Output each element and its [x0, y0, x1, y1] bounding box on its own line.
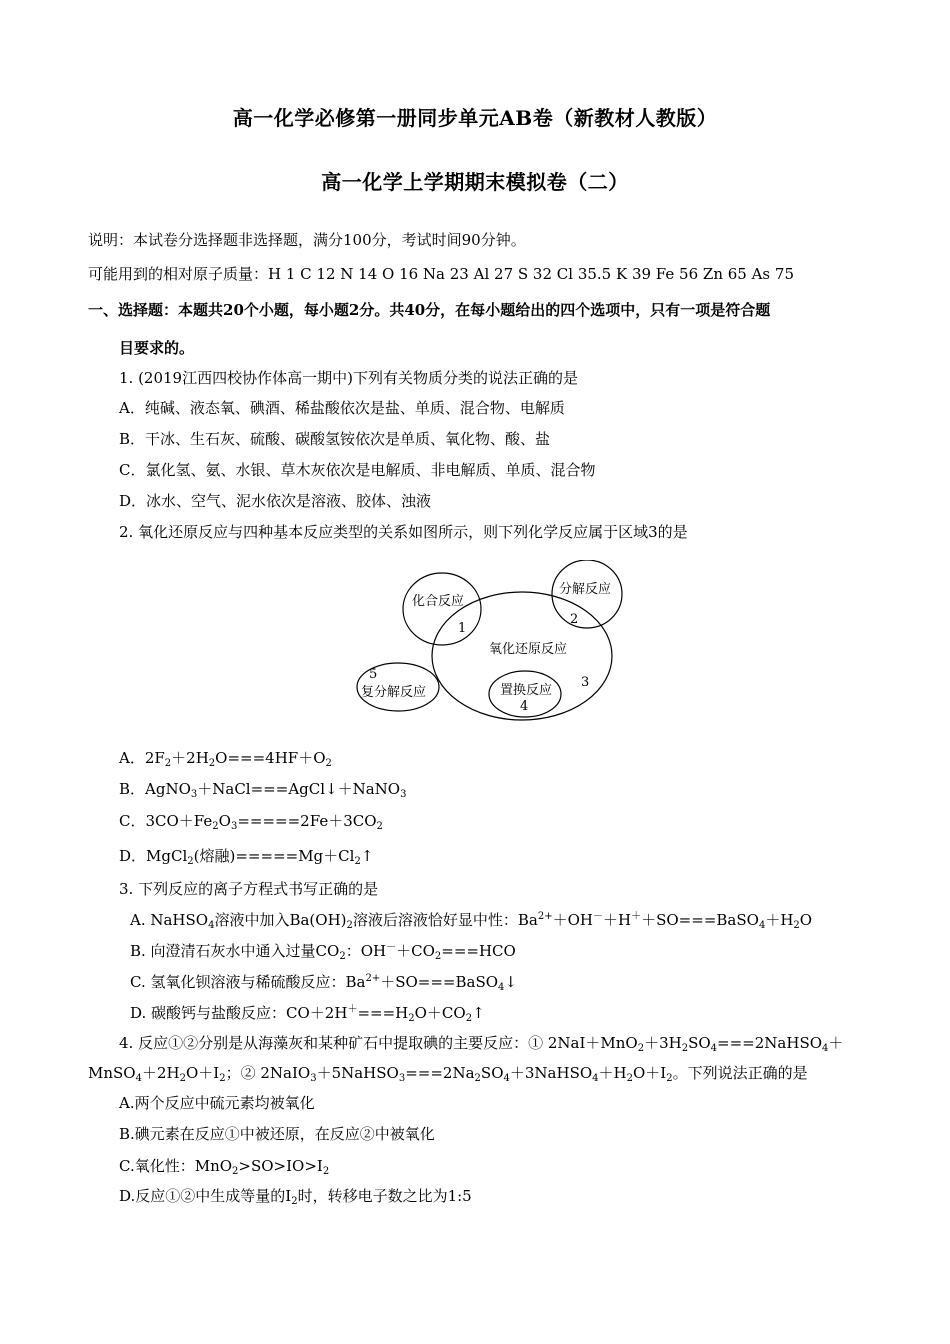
combination-label: 化合反应: [412, 594, 465, 609]
page-title: 高一化学必修第一册同步单元AB卷（新教材人教版）: [232, 106, 718, 130]
q1-stem: 1. (2019江西四校协作体高一期中)下列有关物质分类的说法正确的是: [119, 369, 578, 387]
q4-stem-line1: 4. 反应①②分别是从海藻灰和某种矿石中提取碘的主要反应：① $2NaI+MnO_2+3H_2SO_4===2NaHSO_4+$: [119, 1034, 844, 1054]
decomposition-label: 分解反应: [559, 582, 612, 597]
section-heading-line1: 一、选择题：本题共20个小题，每小题2分。共40分，在每小题给出的四个选项中，只有一项是符合题: [88, 301, 771, 319]
displacement-label: 置换反应: [500, 683, 553, 698]
q1-option-a: A．纯碱、液态氧、碘酒、稀盐酸依次是盐、单质、混合物、电解质: [119, 399, 565, 417]
q1-option-c: C．氯化氢、氨、水银、草木灰依次是电解质、非电解质、单质、混合物: [119, 461, 596, 479]
q1-option-d: D．冰水、空气、泥水依次是溶液、胶体、浊液: [119, 492, 432, 510]
reaction-types-diagram: [355, 560, 625, 722]
double-displacement-label: 复分解反应: [361, 685, 427, 700]
q3-option-d: D. 碳酸钙与盐酸反应：$CO+2H^+===H_2O+CO_2↑$: [130, 1004, 485, 1024]
q4-option-b: B.碘元素在反应①中被还原，在反应②中被氧化: [119, 1125, 435, 1143]
page-subtitle: 高一化学上学期期末模拟卷（二）: [321, 170, 629, 194]
q2-option-a: A．$2F_2+2H_2O===4HF+O_2$: [119, 749, 332, 769]
q3-stem: 3. 下列反应的离子方程式书写正确的是: [119, 880, 379, 898]
q4-option-d: D.反应①②中生成等量的$I_2$时，转移电子数之比为1:5: [119, 1187, 472, 1207]
region-1: 1: [458, 621, 467, 636]
q4-option-c: C.氧化性：$MnO_2>SO>IO>I_2$: [119, 1157, 330, 1177]
combination-circle: [403, 573, 481, 645]
q2-option-b: B．AgNO$_3$＋NaCl===AgCl↓＋NaNO$_3$: [119, 780, 407, 800]
region-2: 2: [570, 612, 579, 627]
section-heading-line2: 目要求的。: [119, 339, 195, 357]
q2-stem: 2. 氧化还原反应与四种基本反应类型的关系如图所示，则下列化学反应属于区域3的是: [119, 523, 688, 541]
q3-option-b: B. 向澄清石灰水中通入过量$CO_2$：$OH^-+CO_2===HCO$: [130, 942, 516, 962]
atomic-masses: 可能用到的相对原子质量：H 1 C 12 N 14 O 16 Na 23 Al 27 S 32 Cl 35.5 K 39 Fe 56 Zn 65 As 75: [88, 265, 794, 283]
q3-option-c: C. 氢氧化钡溶液与稀硫酸反应：$Ba^{2+}+SO===BaSO_4↓$: [130, 973, 517, 993]
q4-stem-line2: $MnSO_4+2H_2O+I_2$；② $2NaIO_3+5NaHSO_3===2Na_2SO_4+3NaHSO_4+H_2O+I_2$。下列说法正确的是: [88, 1064, 808, 1084]
q1-option-b: B．干冰、生石灰、硫酸、碳酸氢铵依次是单质、氧化物、酸、盐: [119, 430, 551, 448]
exam-note: 说明：本试卷分选择题非选择题，满分100分，考试时间90分钟。: [88, 231, 526, 249]
q4-option-a: A.两个反应中硫元素均被氧化: [119, 1094, 315, 1112]
region-3: 3: [581, 675, 590, 690]
q3-option-a: A. NaHSO$_4$溶液中加入$Ba(OH)_2$溶液后溶液恰好显中性：$Ba^{2+}+OH^-+H^++SO===BaSO_4+H_2O$: [130, 911, 813, 931]
region-4: 4: [520, 699, 529, 714]
redox-label: 氧化还原反应: [489, 642, 568, 657]
q2-option-d: D．MgCl$_2$(熔融)$=====Mg+Cl_2↑$: [119, 847, 374, 867]
q2-option-c: C．$3CO+Fe_2O_3=====2Fe+3CO_2$: [119, 812, 383, 832]
region-5: 5: [369, 667, 378, 682]
